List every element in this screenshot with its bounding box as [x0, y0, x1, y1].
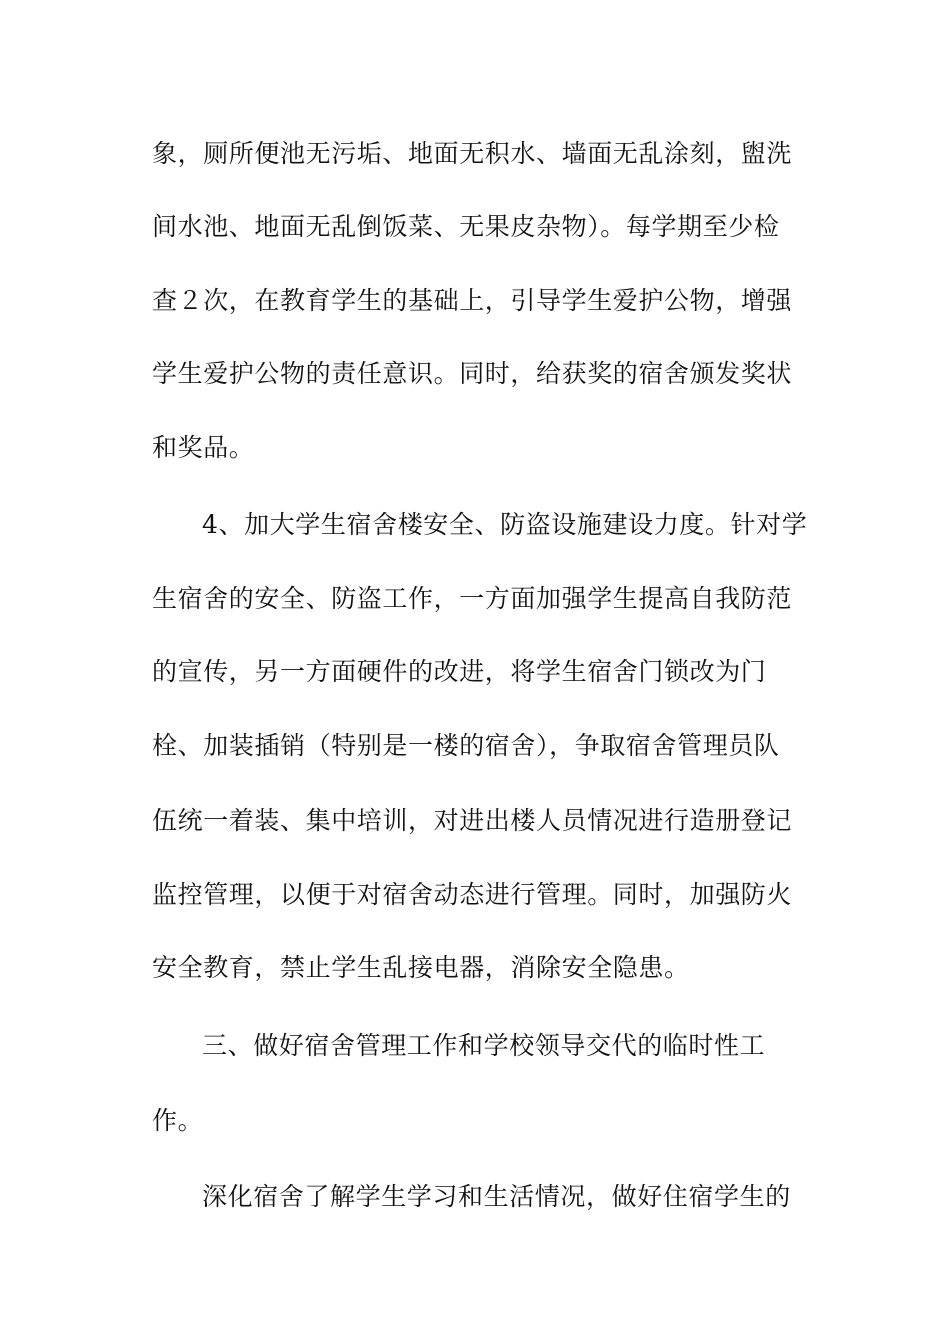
text-line: 象，厕所便池无污垢、地面无积水、墙面无乱涂刻，盥洗 [152, 139, 793, 168]
text-line: 的宣传，另一方面硬件的改进，将学生宿舍门锁改为门 [152, 657, 767, 686]
text-line: 查２次，在教育学生的基础上，引导学生爱护公物，增强 [152, 286, 793, 315]
paragraph-start-line: 深化宿舍了解学生学习和生活情况，做好住宿学生的 [202, 1182, 791, 1211]
section-heading-line: 三、做好宿舍管理工作和学校领导交代的临时性工 [202, 1031, 766, 1060]
section-heading-line: 作。 [152, 1106, 204, 1135]
text-line: 学生爱护公物的责任意识。同时，给获奖的宿舍颁发奖状 [152, 359, 793, 388]
text-line: 和奖品。 [152, 433, 255, 462]
paragraph-start-line: 4、加大学生宿舍楼安全、防盗设施建设力度。针对学 [202, 510, 808, 539]
text-line: 监控管理，以便于对宿舍动态进行管理。同时，加强防火 [152, 880, 793, 909]
text-line: 栓、加装插销（特别是一楼的宿舍），争取宿舍管理员队 [152, 731, 780, 760]
text-line: 生宿舍的安全、防盗工作，一方面加强学生提高自我防范 [152, 584, 793, 613]
text-line: 间水池、地面无乱倒饭菜、无果皮杂物）。每学期至少检 [152, 212, 780, 241]
text-line: 安全教育，禁止学生乱接电器，消除安全隐患。 [152, 953, 690, 982]
text-line: 伍统一着装、集中培训，对进出楼人员情况进行造册登记 [152, 806, 793, 835]
